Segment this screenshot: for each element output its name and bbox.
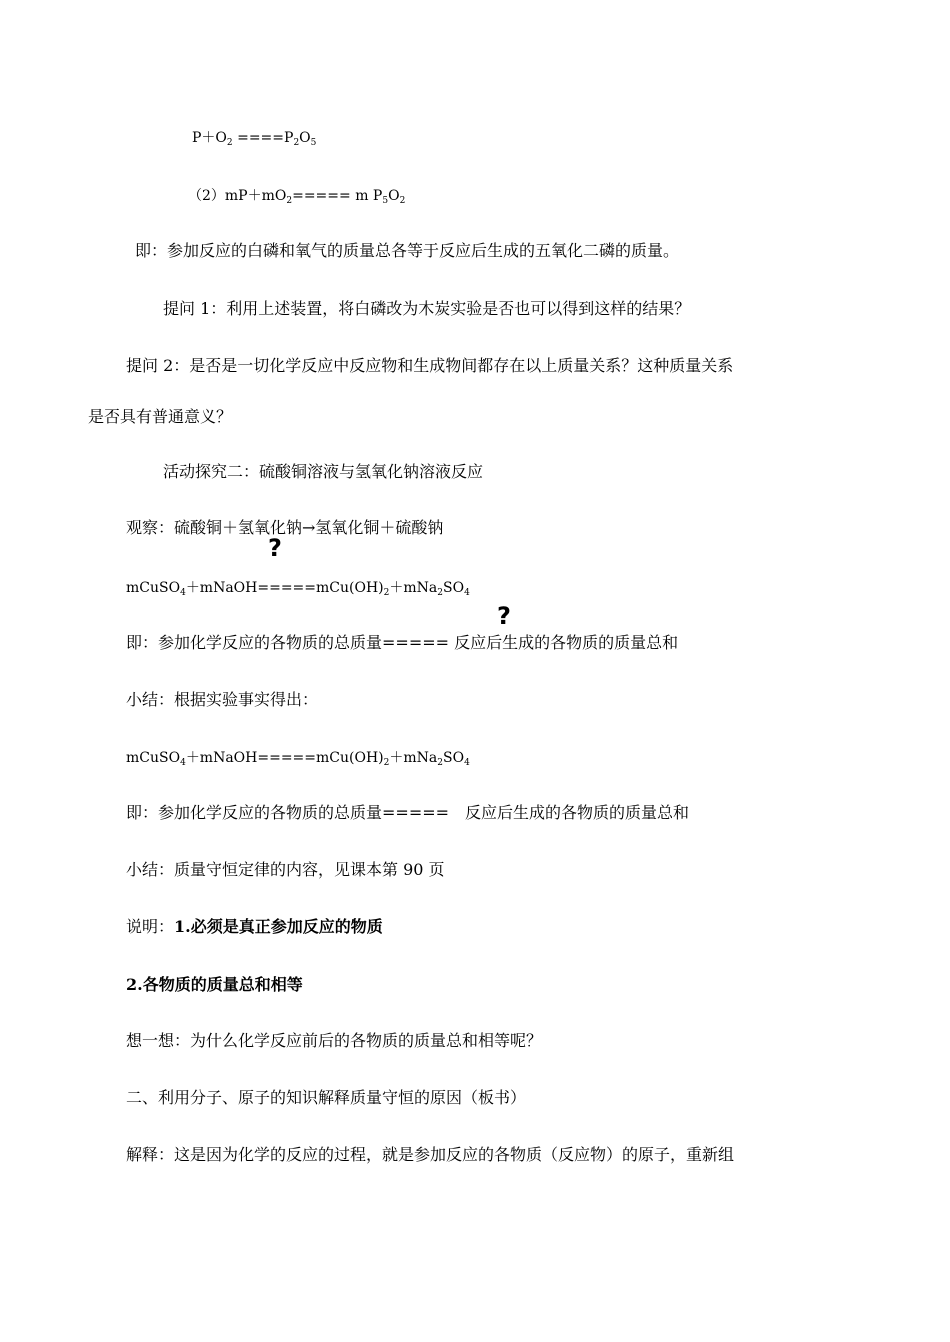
explanation-line: 解释：这是因为化学的反应的过程，就是参加反应的各物质（反应物）的原子，重新组 (126, 1145, 735, 1164)
observation-line: 观察：硫酸铜＋氢氧化钠→氢氧化铜＋硫酸钠 (126, 518, 444, 537)
question-1: 提问 1：利用上述装置，将白磷改为木炭实验是否也可以得到这样的结果？ (163, 299, 691, 318)
section-heading-two: 二、利用分子、原子的知识解释质量守恒的原因（板书） (126, 1088, 527, 1107)
activity-heading: 活动探究二：硫酸铜溶液与氢氧化钠溶液反应 (163, 462, 484, 481)
question-mark-icon: ? (497, 602, 511, 630)
think-question: 想一想：为什么化学反应前后的各物质的质量总和相等呢？ (126, 1031, 543, 1050)
note-point-1: 1.必须是真正参加反应的物质 (174, 917, 383, 936)
equation-mass-phosphorus: $(2)mP+mO_2===== m$ $P_5O_2$ (188, 188, 406, 206)
equation-phosphorus-oxygen: $P+O_2 ====P_2O_5$ (192, 130, 317, 148)
note-point-2: 2.各物质的质量总和相等 (126, 975, 303, 994)
equation-copper-sulfate-repeat: $mCuSO_4+mNaOH=====mCu(OH)_2+mNa_2SO_4$ (126, 750, 470, 768)
question-2-continued: 是否具有普通意义？ (88, 407, 233, 426)
summary-conservation-law: 小结：质量守恒定律的内容，见课本第 90 页 (126, 860, 445, 879)
question-mark-icon: ? (268, 534, 282, 562)
note-label: 说明： (126, 917, 175, 936)
statement-total-mass: 即：参加化学反应的各物质的总质量===== 反应后生成的各物质的质量总和 (126, 633, 679, 652)
equation-copper-sulfate: $mCuSO_4+mNaOH=====mCu(OH)_2+mNa_2SO_4$ (126, 580, 470, 598)
statement-total-mass-repeat: 即：参加化学反应的各物质的总质量===== 反应后生成的各物质的质量总和 (126, 803, 690, 822)
note-line-1 (126, 917, 383, 937)
statement-phosphorus-mass: 即：参加反应的白磷和氧气的质量总各等于反应后生成的五氧化二磷的质量。 (135, 241, 680, 260)
summary-heading: 小结：根据实验事实得出： (126, 690, 319, 709)
question-2: 提问 2：是否是一切化学反应中反应物和生成物间都存在以上质量关系？这种质量关系 (126, 356, 734, 375)
